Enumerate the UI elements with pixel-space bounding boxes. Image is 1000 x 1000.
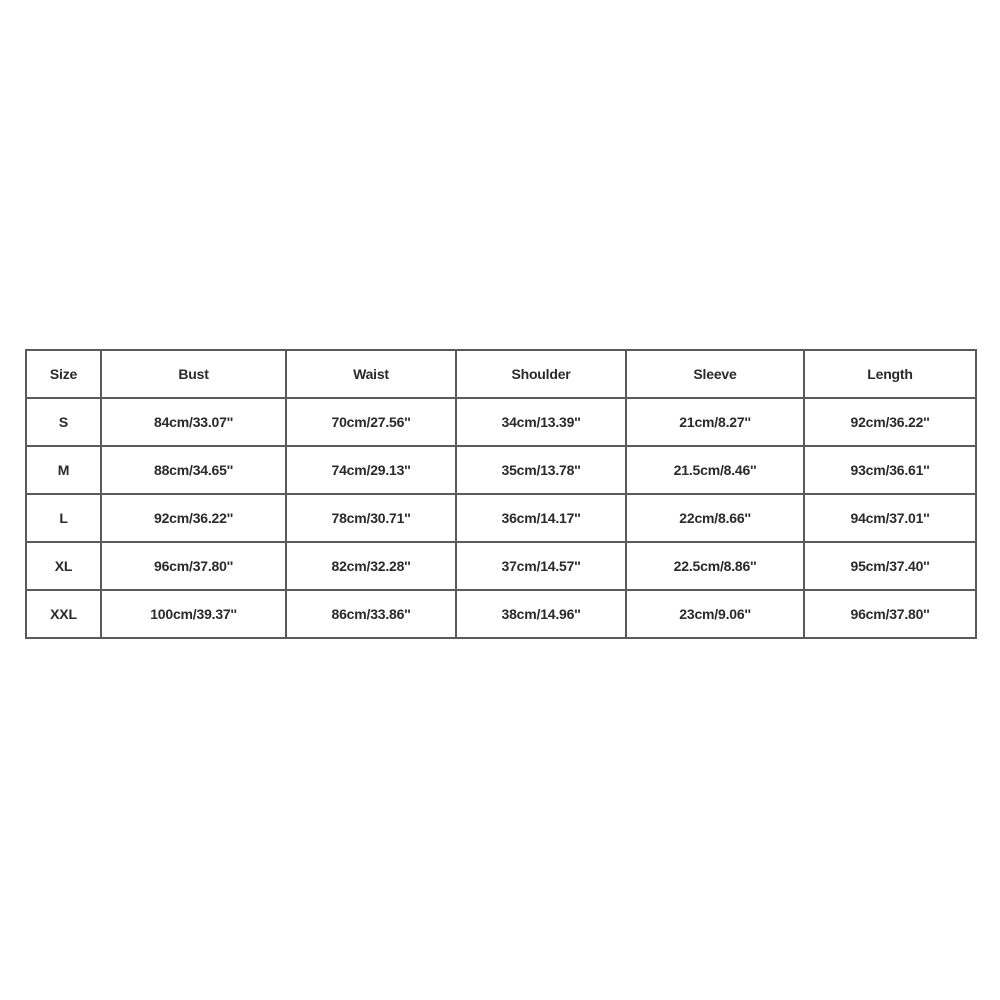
cell-size: L (26, 494, 101, 542)
header-shoulder: Shoulder (456, 350, 626, 398)
cell-length: 95cm/37.40'' (804, 542, 976, 590)
cell-waist: 78cm/30.71'' (286, 494, 456, 542)
cell-shoulder: 38cm/14.96'' (456, 590, 626, 638)
cell-waist: 82cm/32.28'' (286, 542, 456, 590)
cell-bust: 84cm/33.07'' (101, 398, 286, 446)
cell-bust: 100cm/39.37'' (101, 590, 286, 638)
table-row (26, 542, 976, 590)
header-length: Length (804, 350, 976, 398)
table-row (26, 494, 976, 542)
table-row (26, 590, 976, 638)
cell-size: XL (26, 542, 101, 590)
cell-sleeve: 22.5cm/8.86'' (626, 542, 804, 590)
table-row (26, 446, 976, 494)
cell-shoulder: 37cm/14.57'' (456, 542, 626, 590)
cell-size: XXL (26, 590, 101, 638)
cell-sleeve: 23cm/9.06'' (626, 590, 804, 638)
cell-shoulder: 36cm/14.17'' (456, 494, 626, 542)
cell-length: 92cm/36.22'' (804, 398, 976, 446)
cell-shoulder: 35cm/13.78'' (456, 446, 626, 494)
header-bust: Bust (101, 350, 286, 398)
header-waist: Waist (286, 350, 456, 398)
cell-shoulder: 34cm/13.39'' (456, 398, 626, 446)
cell-waist: 86cm/33.86'' (286, 590, 456, 638)
cell-waist: 74cm/29.13'' (286, 446, 456, 494)
cell-waist: 70cm/27.56'' (286, 398, 456, 446)
cell-bust: 92cm/36.22'' (101, 494, 286, 542)
cell-sleeve: 22cm/8.66'' (626, 494, 804, 542)
cell-length: 96cm/37.80'' (804, 590, 976, 638)
cell-size: S (26, 398, 101, 446)
table-row (26, 398, 976, 446)
cell-sleeve: 21cm/8.27'' (626, 398, 804, 446)
size-chart-table (25, 349, 977, 639)
cell-size: M (26, 446, 101, 494)
cell-length: 93cm/36.61'' (804, 446, 976, 494)
header-row (26, 350, 976, 398)
cell-bust: 96cm/37.80'' (101, 542, 286, 590)
cell-bust: 88cm/34.65'' (101, 446, 286, 494)
cell-length: 94cm/37.01'' (804, 494, 976, 542)
header-size: Size (26, 350, 101, 398)
cell-sleeve: 21.5cm/8.46'' (626, 446, 804, 494)
header-sleeve: Sleeve (626, 350, 804, 398)
